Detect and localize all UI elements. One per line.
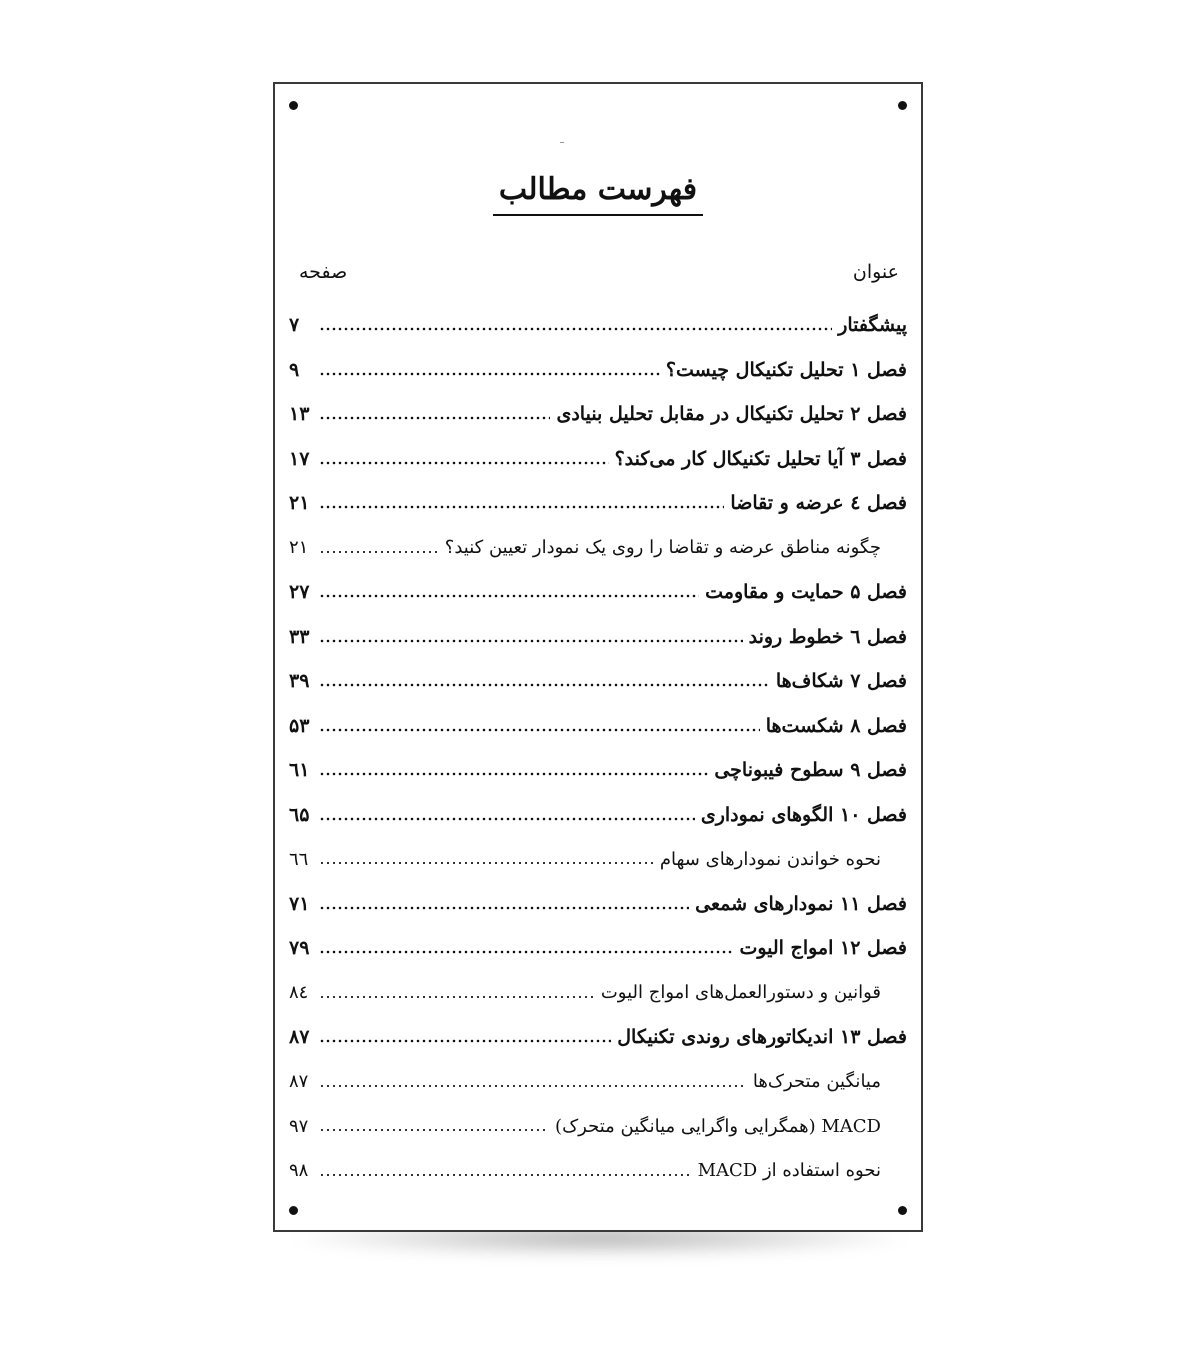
dot-leader: [319, 950, 733, 954]
toc-entry-text: [749, 626, 907, 648]
toc-row: [289, 882, 907, 927]
toc-entry-text: [445, 537, 881, 558]
dot-leader: [319, 327, 832, 331]
toc-entry-text: [660, 849, 881, 870]
toc-entry-text: [714, 759, 907, 781]
toc-chapter-number: فصل ۲: [850, 403, 907, 426]
toc-entry-text: [698, 1160, 881, 1181]
toc-entry-text: [695, 893, 907, 915]
dot-leader: [319, 1128, 549, 1132]
toc-row: [289, 837, 907, 882]
toc-page-number: ۸٤: [289, 982, 309, 1004]
toc-page-number: ٦۵: [289, 803, 310, 826]
toc-entry-text: [705, 581, 907, 603]
toc-entry-title: شکاف‌ها: [775, 670, 844, 693]
dot-leader: [319, 995, 595, 999]
toc-page-number: ۳۳: [289, 625, 310, 648]
print-speck: [560, 142, 564, 143]
toc-entry-text: [776, 670, 907, 692]
dot-leader: [319, 1084, 747, 1088]
toc-row: [289, 392, 907, 437]
toc-entry-title: عرضه و تقاضا: [730, 492, 844, 515]
toc-chapter-number: فصل ۳: [850, 447, 907, 470]
toc-entry-text: [739, 937, 907, 959]
toc-entry-title: امواج الیوت: [739, 937, 834, 960]
toc-entry-title: سطوح فیبوناچی: [714, 759, 844, 782]
toc-entry-title: تحلیل تکنیکال چیست؟: [665, 358, 844, 381]
toc-page-number: ۹۸: [289, 1160, 309, 1182]
toc-entry-title: نحوه استفاده از MACD: [697, 1160, 881, 1182]
toc-page-number: ۲۱: [289, 537, 309, 559]
toc-entry-text: [766, 715, 907, 737]
toc-row: [289, 704, 907, 749]
toc-page-number: ۸۷: [289, 1071, 309, 1093]
toc-page-number: ۹: [289, 358, 300, 381]
toc-entry-text: [666, 359, 907, 381]
toc-chapter-number: فصل ۷: [850, 670, 907, 693]
toc-page-number: ۵۳: [289, 714, 310, 737]
toc-row: [289, 971, 907, 1016]
toc-row: [289, 526, 907, 571]
corner-dot-top-right: [898, 101, 907, 110]
toc-entry-text: [838, 314, 907, 336]
toc-row: [289, 659, 907, 704]
toc-entry-title: الگوهای نموداری: [700, 803, 834, 826]
toc-entry-title: شکست‌ها: [765, 714, 844, 737]
page-title-wrap: [275, 172, 921, 216]
toc-chapter-number: فصل ۱۳: [840, 1026, 907, 1049]
toc-row: [289, 748, 907, 793]
dot-leader: [319, 906, 689, 910]
toc-row: [289, 348, 907, 393]
page-title: فهرست مطالب: [493, 172, 703, 216]
toc-entry-title: خطوط روند: [748, 625, 844, 648]
dot-leader: [319, 728, 760, 732]
corner-dot-bottom-left: [289, 1206, 298, 1215]
toc-row: [289, 1104, 907, 1149]
toc-page-number: ۱۷: [289, 447, 310, 470]
dot-leader: [319, 505, 724, 509]
header-page-column: صفحه: [299, 261, 348, 283]
toc-page-number: ۳۹: [289, 670, 310, 693]
toc-entry-title: اندیکاتورهای روندی تکنیکال: [617, 1026, 834, 1049]
corner-dot-bottom-right: [898, 1206, 907, 1215]
toc-page-number: ۷۹: [289, 937, 310, 960]
toc-row: [289, 481, 907, 526]
toc-row: [289, 437, 907, 482]
dot-leader: [319, 861, 654, 865]
toc-entry-title: قوانین و دستورالعمل‌های امواج الیوت: [600, 982, 881, 1004]
toc-entry-title: تحلیل تکنیکال در مقابل تحلیل بنیادی: [556, 403, 844, 426]
toc-row: [289, 793, 907, 838]
dot-leader: [319, 594, 699, 598]
toc-chapter-number: فصل ۱۱: [840, 892, 907, 915]
toc-chapter-number: فصل ۱: [850, 358, 907, 381]
toc-chapter-number: فصل ۱۰: [840, 803, 907, 826]
toc-row: [289, 303, 907, 348]
toc-row: [289, 1015, 907, 1060]
table-of-contents: [289, 303, 907, 1193]
toc-entry-text: [701, 804, 907, 826]
toc-page-number: ۲۱: [289, 492, 310, 515]
toc-row: [289, 926, 907, 971]
toc-chapter-number: فصل ۹: [850, 759, 907, 782]
header-title-column: عنوان: [852, 261, 899, 283]
toc-page-number: ۱۳: [289, 403, 310, 426]
dot-leader: [319, 461, 609, 465]
toc-entry-text: [615, 448, 907, 470]
toc-chapter-number: فصل ٦: [850, 625, 907, 648]
toc-entry-title: MACD (همگرایی واگرایی میانگین متحرک): [555, 1115, 881, 1137]
toc-page-number: ٦۱: [289, 759, 310, 782]
toc-entry-title: آیا تحلیل تکنیکال کار می‌کند؟: [614, 447, 844, 470]
corner-dot-top-left: [289, 101, 298, 110]
dot-leader: [319, 1039, 611, 1043]
dot-leader: [319, 817, 695, 821]
toc-entry-text: [730, 492, 907, 514]
toc-entry-title: نمودارهای شمعی: [695, 892, 834, 915]
toc-page-number: ٦٦: [289, 848, 309, 870]
dot-leader: [319, 550, 439, 554]
toc-page-number: ۲۷: [289, 581, 310, 604]
dot-leader: [319, 1173, 692, 1177]
toc-entry-text: [555, 1116, 881, 1137]
toc-page-number: ۸۷: [289, 1026, 310, 1049]
toc-page-number: ۷: [289, 314, 300, 337]
dot-leader: [319, 772, 708, 776]
toc-entry-text: [617, 1026, 907, 1048]
book-page: [273, 82, 923, 1232]
toc-page-number: ۹۷: [289, 1115, 309, 1137]
toc-entry-text: [556, 403, 907, 425]
toc-row: [289, 570, 907, 615]
toc-chapter-number: فصل ۱۲: [840, 937, 907, 960]
dot-leader: [319, 372, 660, 376]
toc-entry-title: چگونه مناطق عرضه و تقاضا را روی یک نمودار تعیین کنید؟: [444, 537, 881, 559]
toc-entry-title: میانگین متحرک‌ها: [752, 1071, 881, 1093]
toc-row: [289, 1060, 907, 1105]
toc-entry-text: [753, 1071, 881, 1092]
toc-entry-text: [601, 982, 881, 1003]
toc-chapter-number: فصل ۸: [850, 714, 907, 737]
toc-entry-title: حمایت و مقاومت: [705, 581, 844, 604]
toc-chapter-number: فصل ٤: [850, 492, 907, 515]
toc-page-number: ۷۱: [289, 892, 310, 915]
toc-entry-title: پیشگفتار: [838, 314, 907, 337]
dot-leader: [319, 639, 743, 643]
dot-leader: [319, 683, 770, 687]
dot-leader: [319, 416, 550, 420]
toc-row: [289, 615, 907, 660]
toc-entry-title: نحوه خواندن نمودارهای سهام: [659, 848, 881, 870]
toc-row: [289, 1149, 907, 1194]
toc-chapter-number: فصل ۵: [850, 581, 907, 604]
